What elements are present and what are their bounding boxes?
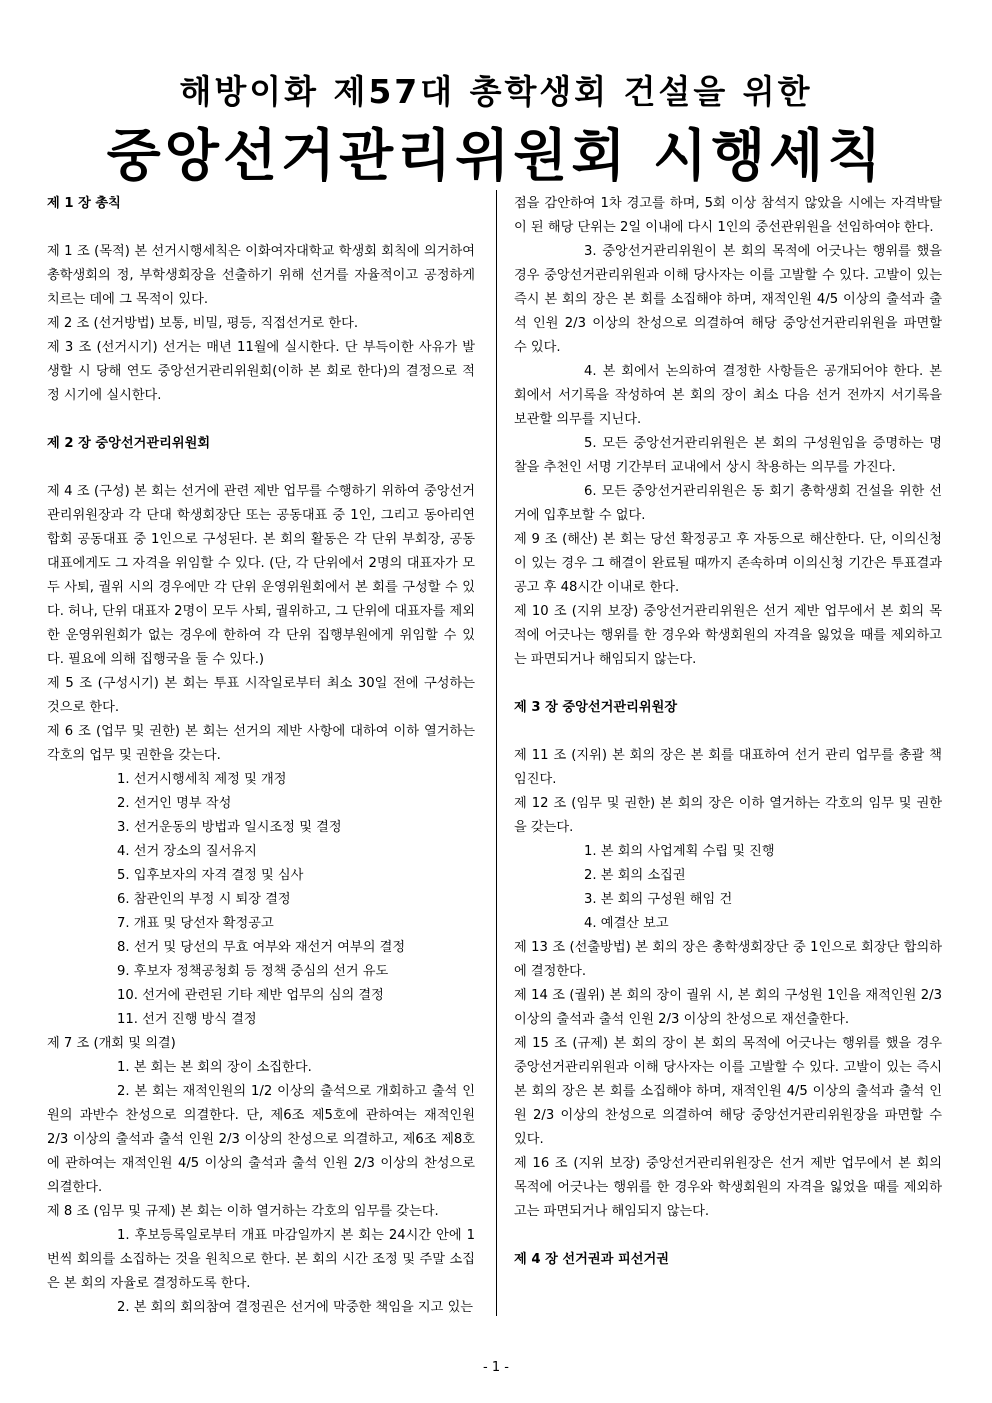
list-item: 9. 후보자 정책공청회 등 정책 중심의 선거 유도 — [117, 964, 389, 979]
article: 제 2 조 (선거방법) 보통, 비밀, 평등, 직접선거로 한다. — [47, 316, 359, 331]
article: 제 1 조 (목적) 본 선거시행세칙은 이화여자대학교 학생회 회칙에 의거하여 총학생회의 정, 부학생회장을 선출하기 위해 선거를 자율적이고 공정하게 치르는 데에 그 목적이 있다. — [47, 244, 475, 307]
clause: 5. 모든 중앙선거관리위원은 본 회의 구성원임을 증명하는 명찰을 추천인 서명 기간부터 교내에서 상시 착용하는 의무를 가진다. — [514, 436, 942, 475]
article: 제 5 조 (구성시기) 본 회는 투표 시작일로부터 최소 30일 전에 구성하는 것으로 한다. — [47, 676, 475, 715]
list-item: 11. 선거 진행 방식 결정 — [117, 1012, 257, 1027]
list-item: 4. 예결산 보고 — [584, 916, 669, 931]
article: 제 16 조 (지위 보장) 중앙선거관리위원장은 선거 제반 업무에서 본 회의 목적에 어긋나는 행위를 한 경우와 학생회원의 자격을 잃었을 때를 제외하고는 파면되거나 해임되지 않는다. — [514, 1156, 942, 1219]
chapter-heading: 제 2 장 중앙선거관리위원회 — [47, 436, 211, 451]
article: 제 10 조 (지위 보장) 중앙선거관리위원은 선거 제반 업무에서 본 회의 목적에 어긋나는 행위를 한 경우와 학생회원의 자격을 잃었을 때를 제외하고는 파면되거나 해임되지 않는다. — [514, 604, 942, 667]
clause: 3. 중앙선거관리위원이 본 회의 목적에 어긋나는 행위를 했을 경우 중앙선거관리위원과 이해 당사자는 이를 고발할 수 있다. 고발이 있는 즉시 본 회의 장은 본 회를 소집해야 하며, 재적인원 4/5 이상의 출석과 출석 인원 2/3 이상의 찬성으로 의결하여 해당 중앙선거관리위원을 파면할 수 있다. — [514, 244, 942, 355]
article: 제 7 조 (개회 및 의결) — [47, 1036, 176, 1051]
article: 제 4 조 (구성) 본 회는 선거에 관련 제반 업무를 수행하기 위하여 중앙선거관리위원장과 각 단대 학생회장단 또는 공동대표 중 1인, 그리고 동아리연합회 공동대표 중 1인으로 구성된다. 본 회의 활동은 각 단위 부회장, 공동대표에게도 그 자격을 위임할 수 있다. (단, 각 단위에서 2명의 대표자가 모두 사퇴, 궐위 시의 경우에만 각 단위 운영위원회에서 본 회를 구성할 수 있다. 허나, 단위 대표자 2명이 모두 사퇴, 궐위하고, 그 단위에 대표자를 제외한 운영위원회가 없는 경우에 한하여 각 단위 집행부원에게 위임할 수 있다. 필요에 의해 집행국을 둘 수 있다.) — [47, 484, 475, 667]
article: 제 3 조 (선거시기) 선거는 매년 11월에 실시한다. 단 부득이한 사유가 발생할 시 당해 연도 중앙선거관리위원회(이하 본 회로 한다)의 결정으로 적정 시기에 실시한다. — [47, 340, 475, 403]
clause: 1. 후보등록일로부터 개표 마감일까지 본 회는 24시간 안에 1번씩 회의를 소집하는 것을 원칙으로 한다. 본 회의 시간 조정 및 주말 소집은 본 회의 자율로 결정하도록 한다. — [47, 1228, 475, 1291]
article: 제 9 조 (해산) 본 회는 당선 확정공고 후 자동으로 해산한다. 단, 이의신청이 있는 경우 그 해결이 완료될 때까지 존속하며 이의신청 기간은 투표결과 공고 후 48시간 이내로 한다. — [514, 532, 942, 595]
list-item: 5. 입후보자의 자격 결정 및 심사 — [117, 868, 304, 883]
article: 제 6 조 (업무 및 권한) 본 회는 선거의 제반 사항에 대하여 이하 열거하는 각호의 업무 및 권한을 갖는다. — [47, 724, 475, 763]
page-number: - 1 - — [483, 1360, 509, 1375]
right-column — [514, 192, 942, 1272]
clause: 1. 본 회는 본 회의 장이 소집한다. — [117, 1060, 312, 1075]
article: 제 15 조 (규제) 본 회의 장이 본 회의 목적에 어긋나는 행위를 했을 경우 중앙선거관리위원과 이해 당사자는 이를 고발할 수 있다. 고발이 있는 즉시 본 회의 장은 본 회를 소집해야 하며, 재적인원 4/5 이상의 출석과 출석 인원 2/3 이상의 찬성으로 의결하여 해당 중앙선거관리위원장을 파면할 수 있다. — [514, 1036, 942, 1147]
clause: 6. 모든 중앙선거관리위원은 동 회기 총학생회 건설을 위한 선거에 입후보할 수 없다. — [514, 484, 942, 523]
chapter-heading: 제 1 장 총칙 — [47, 196, 121, 211]
document-title: 중앙선거관리위원회 시행세칙 — [106, 124, 886, 189]
list-item: 6. 참관인의 부정 시 퇴장 결정 — [117, 892, 291, 907]
list-item: 3. 본 회의 구성원 해임 건 — [584, 892, 733, 907]
left-column — [47, 192, 475, 1320]
column-divider — [496, 190, 497, 1316]
clause: 2. 본 회는 재적인원의 1/2 이상의 출석으로 개회하고 출석 인원의 과반수 찬성으로 의결한다. 단, 제6조 제5호에 관하여는 재적인원 2/3 이상의 출석과 출석 인원 2/3 이상의 찬성으로 의결하고, 제6조 제8호에 관하여는 재적인원 4/5 이상의 출석과 출석 인원 2/3 이상의 찬성으로 의결한다. — [47, 1084, 475, 1195]
article: 제 11 조 (지위) 본 회의 장은 본 회를 대표하여 선거 관리 업무를 총괄 책임진다. — [514, 748, 942, 787]
list-item: 8. 선거 및 당선의 무효 여부와 재선거 여부의 결정 — [117, 940, 406, 955]
chapter-heading: 제 4 장 선거권과 피선거권 — [514, 1252, 669, 1267]
clause: 2. 본 회의 회의참여 결정권은 선거에 막중한 책임을 지고 있는 — [117, 1300, 474, 1315]
chapter-heading: 제 3 장 중앙선거관리위원장 — [514, 700, 678, 715]
article: 제 12 조 (임무 및 권한) 본 회의 장은 이하 열거하는 각호의 임무 및 권한을 갖는다. — [514, 796, 942, 835]
article: 제 13 조 (선출방법) 본 회의 장은 총학생회장단 중 1인으로 회장단 합의하에 결정한다. — [514, 940, 942, 979]
document-subtitle: 해방이화 제57대 총학생회 건설을 위한 — [179, 72, 813, 111]
article: 제 8 조 (임무 및 규제) 본 회는 이하 열거하는 각호의 임무를 갖는다. — [47, 1204, 439, 1219]
list-item: 7. 개표 및 당선자 확정공고 — [117, 916, 274, 931]
article: 제 14 조 (궐위) 본 회의 장이 궐위 시, 본 회의 구성원 1인을 재적인원 2/3 이상의 출석과 출석 인원 2/3 이상의 찬성으로 재선출한다. — [514, 988, 942, 1027]
list-item: 2. 본 회의 소집권 — [584, 868, 686, 883]
list-item: 10. 선거에 관련된 기타 제반 업무의 심의 결정 — [117, 988, 384, 1003]
list-item: 2. 선거인 명부 작성 — [117, 796, 232, 811]
list-item: 1. 선거시행세칙 제정 및 개정 — [117, 772, 287, 787]
clause-continued: 점을 감안하여 1차 경고를 하며, 5회 이상 참석지 않았을 시에는 자격박탈이 된 해당 단위는 2일 이내에 다시 1인의 중선관위원을 선임하여야 한다. — [514, 196, 942, 235]
list-item: 3. 선거운동의 방법과 일시조정 및 결정 — [117, 820, 342, 835]
list-item: 1. 본 회의 사업계획 수립 및 진행 — [584, 844, 775, 859]
list-item: 4. 선거 장소의 질서유지 — [117, 844, 257, 859]
clause: 4. 본 회에서 논의하여 결정한 사항들은 공개되어야 한다. 본 회에서 서기록을 작성하여 본 회의 장이 최소 다음 선거 전까지 서기록을 보관할 의무를 지닌다. — [514, 364, 942, 427]
